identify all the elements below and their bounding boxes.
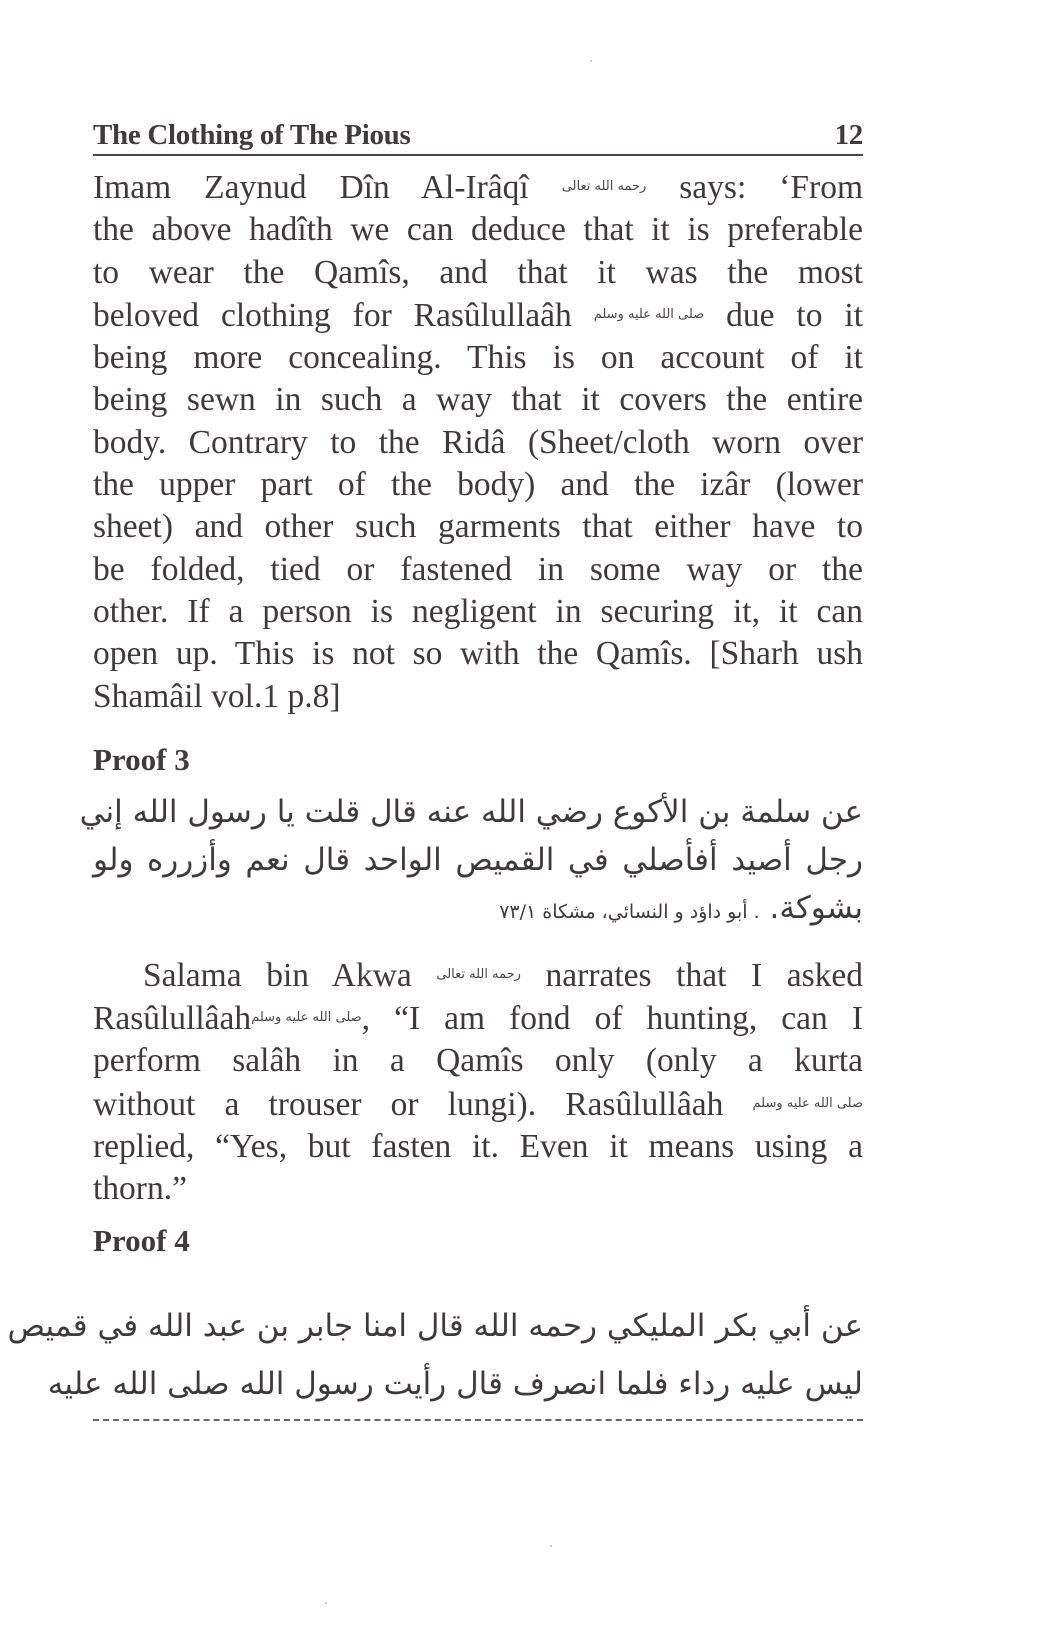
salawat-honorific-icon: صلى الله عليه وسلم	[593, 306, 705, 322]
text-segment: Imam Zaynud Dîn Al-Irâqî	[93, 169, 529, 206]
arabic-line: عن سلمة بن الأكوع رضي الله عنه قال قلت يا رسول الله إني	[79, 793, 863, 830]
arabic-line: ليس عليه رداء فلما انصرف قال رأيت رسول الله صلى الله عليه	[47, 1365, 863, 1402]
rahimahullah-honorific-icon: رحمه الله تعالى	[436, 966, 521, 982]
text-segment: Salama bin Akwa	[143, 956, 412, 994]
arabic-line	[93, 884, 863, 936]
text-line: the above hadîth we can deduce that it is preferable	[93, 211, 863, 249]
proof-4-arabic-text	[7, 1297, 863, 1413]
text-line: be folded, tied or fastened in some way or the	[93, 550, 863, 588]
arabic-line: عن أبي بكر المليكي رحمه الله قال امنا جابر بن عبد الله في قميص	[7, 1307, 863, 1344]
page-number: 12	[834, 119, 863, 151]
text-line	[93, 166, 863, 209]
text-line	[93, 294, 863, 337]
salawat-honorific-icon: صلى الله عليه وسلم	[251, 1010, 362, 1026]
text-line: Shamâil vol.1 p.8]	[93, 677, 341, 715]
proof-3-arabic-text	[79, 788, 863, 936]
hadith-reference: . أبو داؤد و النسائي، مشكاة ٧٣/١	[499, 900, 760, 923]
proof-3-heading: Proof 3	[93, 741, 190, 777]
proof-3-translation	[93, 954, 863, 1211]
text-segment: , “I am fond of hunting, can I	[361, 1000, 863, 1038]
text-segment: says: ‘From	[679, 169, 863, 206]
text-line	[93, 997, 863, 1040]
book-page	[7, 108, 864, 1421]
arabic-line: رجل أصيد أفأصلي في القميص الواحد قال نعم وأزرره ولو	[93, 841, 863, 878]
salawat-honorific-icon: صلى الله عليه وسلم	[752, 1095, 863, 1111]
text-line: thorn.”	[93, 1170, 187, 1208]
text-line	[93, 954, 863, 997]
text-line: perform salâh in a Qamîs only (only a kurta	[93, 1042, 863, 1080]
text-line: the upper part of the body) and the izâr (lower	[93, 466, 863, 504]
text-line: to wear the Qamîs, and that it was the most	[93, 253, 863, 291]
scan-speck	[325, 1602, 327, 1604]
arabic-line-end: بشوكة.	[769, 889, 863, 926]
running-header	[93, 108, 863, 156]
text-segment: Rasûlullâah	[93, 1000, 252, 1038]
text-line: body. Contrary to the Ridâ (Sheet/cloth worn over	[93, 423, 863, 461]
text-segment: due to it	[726, 296, 864, 334]
text-segment: beloved clothing for Rasûlullaâh	[93, 296, 572, 334]
text-line: open up. This is not so with the Qamîs. [Sharh ush	[93, 635, 863, 673]
text-line	[93, 1083, 863, 1126]
footer-rule	[93, 1419, 863, 1421]
text-line: being more concealing. This is on account of it	[93, 339, 863, 377]
book-title: The Clothing of The Pious	[93, 119, 411, 151]
intro-paragraph	[93, 166, 863, 718]
scan-speck	[590, 60, 592, 62]
text-line: other. If a person is negligent in securing it, it can	[93, 592, 863, 630]
text-line: being sewn in such a way that it covers the entire	[93, 381, 863, 419]
text-line: replied, “Yes, but fasten it. Even it means using a	[93, 1128, 863, 1166]
text-line: sheet) and other such garments that either have to	[93, 508, 863, 546]
proof-4-heading: Proof 4	[93, 1222, 190, 1258]
rahimahullah-honorific-icon: رحمه الله تعالى	[561, 179, 647, 194]
text-segment: narrates that I asked	[545, 956, 864, 994]
scan-speck	[550, 1545, 552, 1547]
text-segment: without a trouser or lungi). Rasûlullâah	[93, 1085, 724, 1123]
